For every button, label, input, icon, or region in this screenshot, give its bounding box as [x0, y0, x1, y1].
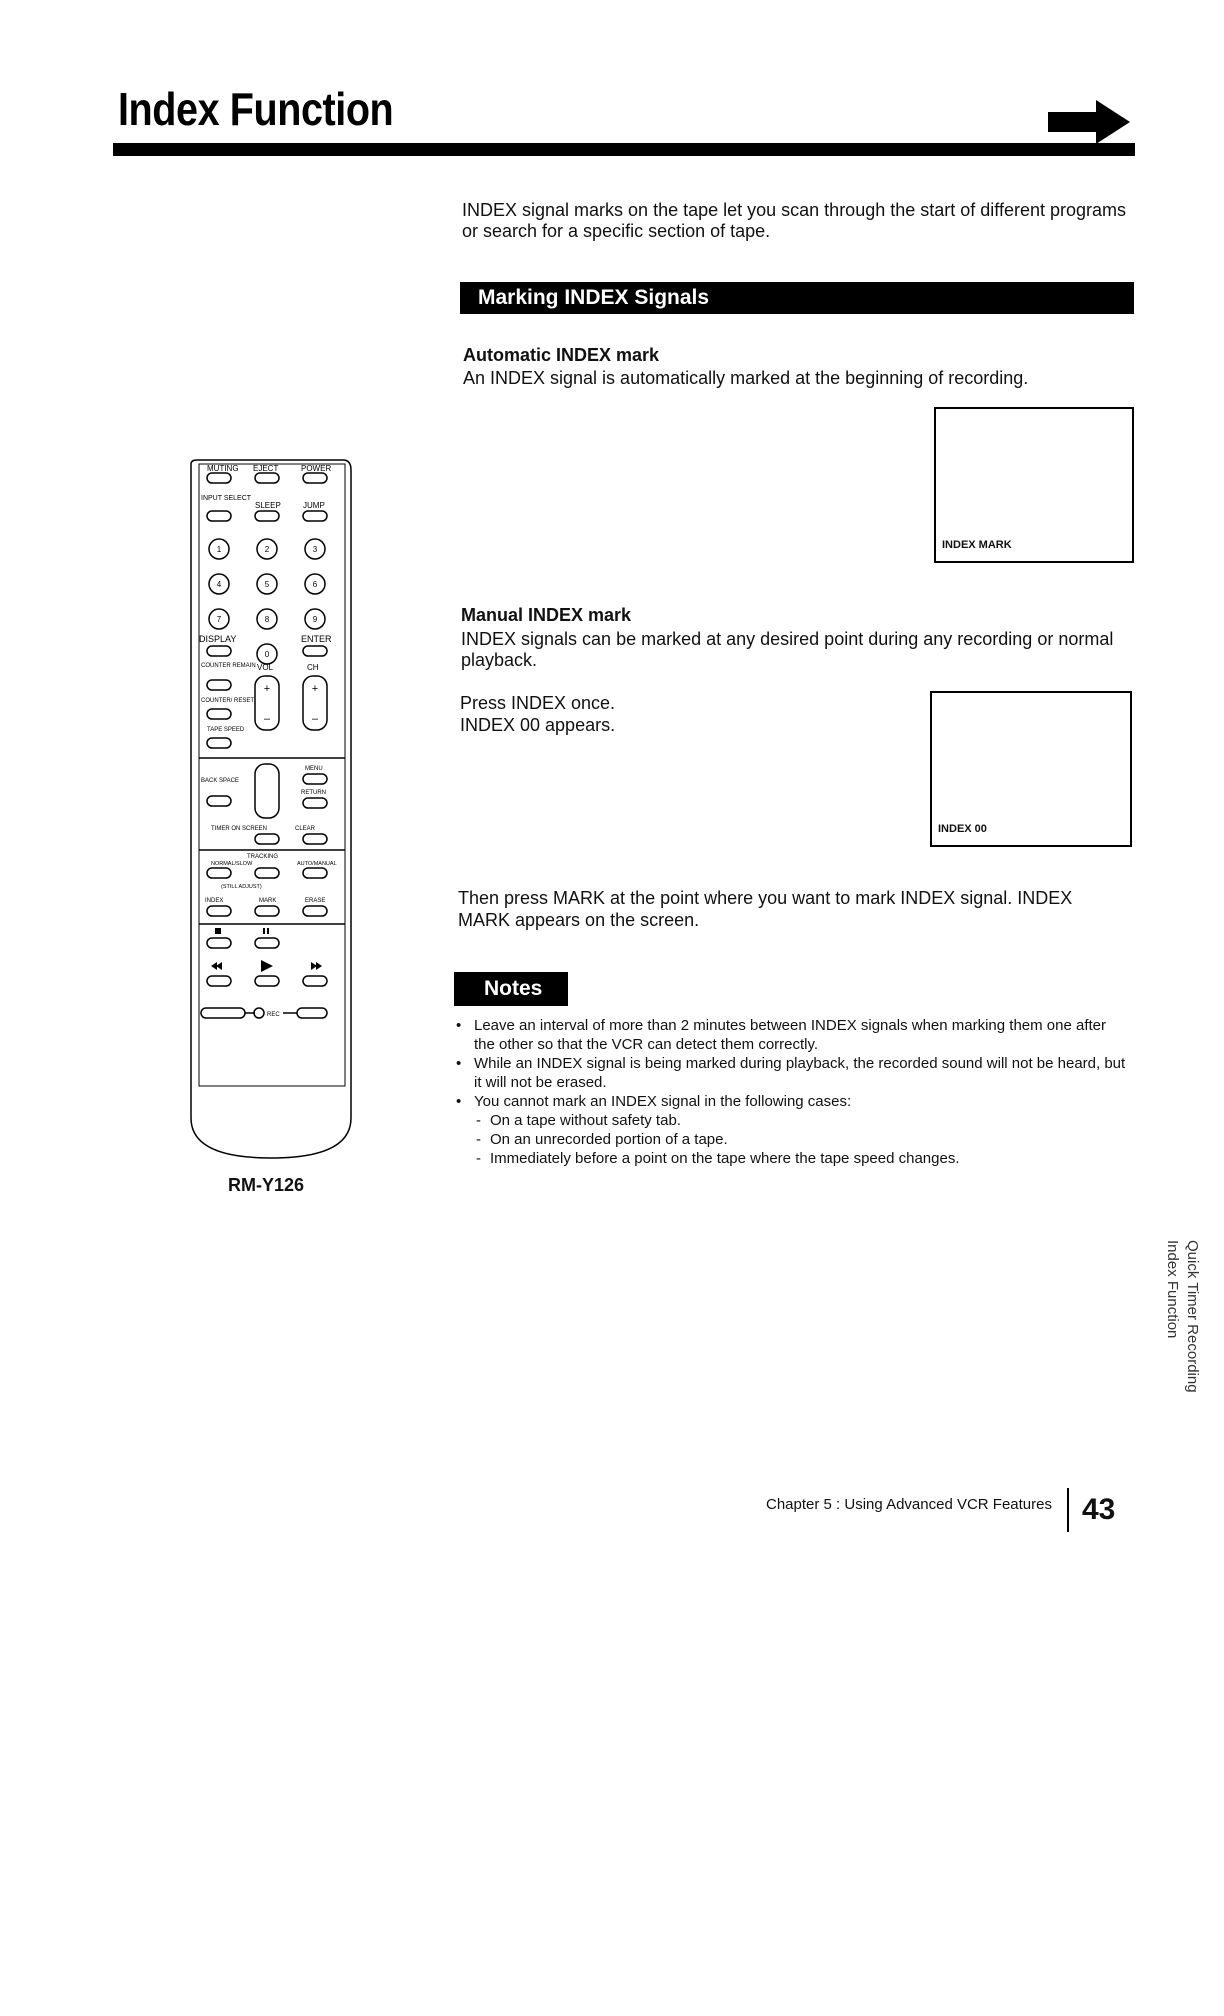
- timer-on-screen-button: [255, 834, 279, 844]
- remote-body: [191, 460, 351, 1158]
- muting-button: [207, 473, 231, 483]
- eject-label: EJECT: [253, 464, 279, 473]
- enter-button: [303, 646, 327, 656]
- automatic-heading: Automatic INDEX mark: [463, 345, 660, 365]
- jump-label: JUMP: [303, 501, 325, 510]
- side-tab-line-2: Index Function: [1164, 1240, 1181, 1339]
- remote-model-caption: RM-Y126: [228, 1175, 305, 1195]
- screen-label: INDEX 00: [938, 823, 987, 835]
- section-banner: [460, 282, 1134, 314]
- stop-button: [207, 938, 231, 948]
- index-label: INDEX: [205, 898, 224, 904]
- footer-separator: [1067, 1488, 1069, 1532]
- back-space-label: BACK SPACE: [201, 778, 239, 784]
- key-1: 1: [216, 545, 222, 554]
- still-adjust-label: (STILL ADJUST): [221, 884, 262, 890]
- counter-remain-button: [207, 680, 231, 690]
- next-page-arrow-icon: [1046, 98, 1132, 146]
- manual-heading: Manual INDEX mark: [461, 605, 632, 625]
- ch-label: CH: [307, 663, 319, 672]
- svg-text:+: +: [311, 683, 319, 695]
- normal-slow-label: NORMAL/SLOW: [211, 861, 253, 867]
- pause-button: [255, 938, 279, 948]
- screen-index-00: [930, 691, 1132, 847]
- press-instruction: [460, 692, 860, 736]
- screen-label: INDEX MARK: [942, 539, 1012, 551]
- index-button: [207, 906, 231, 916]
- intro-paragraph: INDEX signal marks on the tape let you scan through the start of different programs or search for a specific section of tape.: [462, 200, 1127, 241]
- power-button: [303, 473, 327, 483]
- input-select-label: INPUT SELECT: [201, 495, 252, 502]
- tracking-down-button: [255, 868, 279, 878]
- svg-text:–: –: [263, 713, 271, 725]
- tape-speed-button: [207, 738, 231, 748]
- timer-on-screen-label: TIMER ON SCREEN: [211, 826, 268, 832]
- muting-label: MUTING: [207, 464, 239, 473]
- notes-list: [454, 1016, 1130, 1168]
- manual-text: INDEX signals can be marked at any desired point during any recording or normal playback.: [461, 629, 1114, 670]
- back-space-button: [207, 796, 231, 806]
- press-line-1: Press INDEX once.: [460, 693, 616, 713]
- screen-index-mark: [934, 407, 1134, 563]
- note-sub-item: - On an unrecorded portion of a tape.: [476, 1131, 728, 1148]
- sleep-label: SLEEP: [255, 501, 281, 510]
- section-banner-label: Marking INDEX Signals: [478, 286, 710, 309]
- clear-label: CLEAR: [295, 826, 316, 832]
- key-9: 9: [312, 615, 318, 624]
- erase-button: [303, 906, 327, 916]
- pause-icon: [267, 928, 269, 934]
- clear-button: [303, 834, 327, 844]
- channel-pad: [255, 764, 279, 818]
- enter-label: ENTER: [301, 634, 332, 644]
- counter-remain-label: COUNTER REMAIN: [201, 663, 256, 669]
- svg-text:+: +: [263, 683, 271, 695]
- display-label: DISPLAY: [199, 634, 237, 644]
- footer-chapter: Chapter 5 : Using Advanced VCR Features: [766, 1496, 1052, 1513]
- press-line-2: INDEX 00 appears.: [460, 715, 616, 735]
- note-item: • You cannot mark an INDEX signal in the following cases: - On a tape without safety tab. - On an unrecorded portion of a tape. - Immediately before a point on the tape where the tape speed changes.: [454, 1092, 1130, 1168]
- mark-button: [255, 906, 279, 916]
- menu-button: [303, 774, 327, 784]
- number-keypad: [209, 539, 325, 664]
- key-7: 7: [216, 615, 222, 624]
- key-2: 2: [264, 545, 270, 554]
- mark-label: MARK: [259, 898, 277, 904]
- note-sub-item: - Immediately before a point on the tape where the tape speed changes.: [476, 1150, 960, 1167]
- rec-icon: [254, 1008, 264, 1018]
- note-sub-list: [474, 1111, 1130, 1168]
- rec-button-right: [297, 1008, 327, 1018]
- note-item: • While an INDEX signal is being marked during playback, the recorded sound will not be heard, but it will not be erased.: [456, 1055, 1126, 1091]
- side-tab: [1142, 1240, 1202, 1410]
- jump-button: [303, 511, 327, 521]
- mark-instruction: Then press MARK at the point where you want to mark INDEX signal. INDEX MARK appears on the screen.: [458, 888, 1073, 930]
- auto-manual-label: AUTO/MANUAL: [297, 861, 337, 867]
- key-0: 0: [264, 650, 270, 659]
- menu-label: MENU: [305, 766, 323, 772]
- eject-button: [255, 473, 279, 483]
- play-icon: [261, 960, 273, 972]
- note-sub-item: - On a tape without safety tab.: [476, 1112, 681, 1129]
- side-tab-line-1: Quick Timer Recording: [1184, 1240, 1201, 1393]
- notes-tag: [454, 972, 568, 1006]
- title-rule: [113, 143, 1135, 156]
- counter-reset-label: COUNTER/ RESET: [201, 698, 255, 704]
- page-number: 43: [1082, 1493, 1116, 1526]
- automatic-text: An INDEX signal is automatically marked at the beginning of recording.: [463, 368, 1029, 388]
- remote-control-illustration: [185, 458, 355, 1160]
- return-button: [303, 798, 327, 808]
- key-8: 8: [264, 615, 270, 624]
- power-label: POWER: [301, 464, 332, 473]
- tape-speed-label: TAPE SPEED: [207, 727, 245, 733]
- erase-label: ERASE: [305, 898, 326, 904]
- svg-text:–: –: [311, 713, 319, 725]
- display-button: [207, 646, 231, 656]
- notes-label: Notes: [484, 977, 543, 1000]
- vol-label: VOL: [257, 663, 274, 672]
- key-3: 3: [312, 545, 318, 554]
- tracking-label: TRACKING: [247, 854, 279, 860]
- input-select-button: [207, 511, 231, 521]
- sleep-button: [255, 511, 279, 521]
- rec-label: REC: [267, 1012, 280, 1018]
- key-5: 5: [264, 580, 270, 589]
- play-button: [255, 976, 279, 986]
- key-6: 6: [312, 580, 318, 589]
- page-title: Index Function: [118, 83, 394, 135]
- rewind-button: [207, 976, 231, 986]
- note-item: • Leave an interval of more than 2 minutes between INDEX signals when marking them one after the other so that the VCR can detect them correctly.: [456, 1017, 1107, 1053]
- key-4: 4: [216, 580, 222, 589]
- fast-forward-button: [303, 976, 327, 986]
- tracking-up-button: [207, 868, 231, 878]
- rec-button-left: [201, 1008, 245, 1018]
- counter-reset-button: [207, 709, 231, 719]
- auto-manual-button: [303, 868, 327, 878]
- stop-icon: [215, 928, 221, 934]
- return-label: RETURN: [301, 790, 326, 796]
